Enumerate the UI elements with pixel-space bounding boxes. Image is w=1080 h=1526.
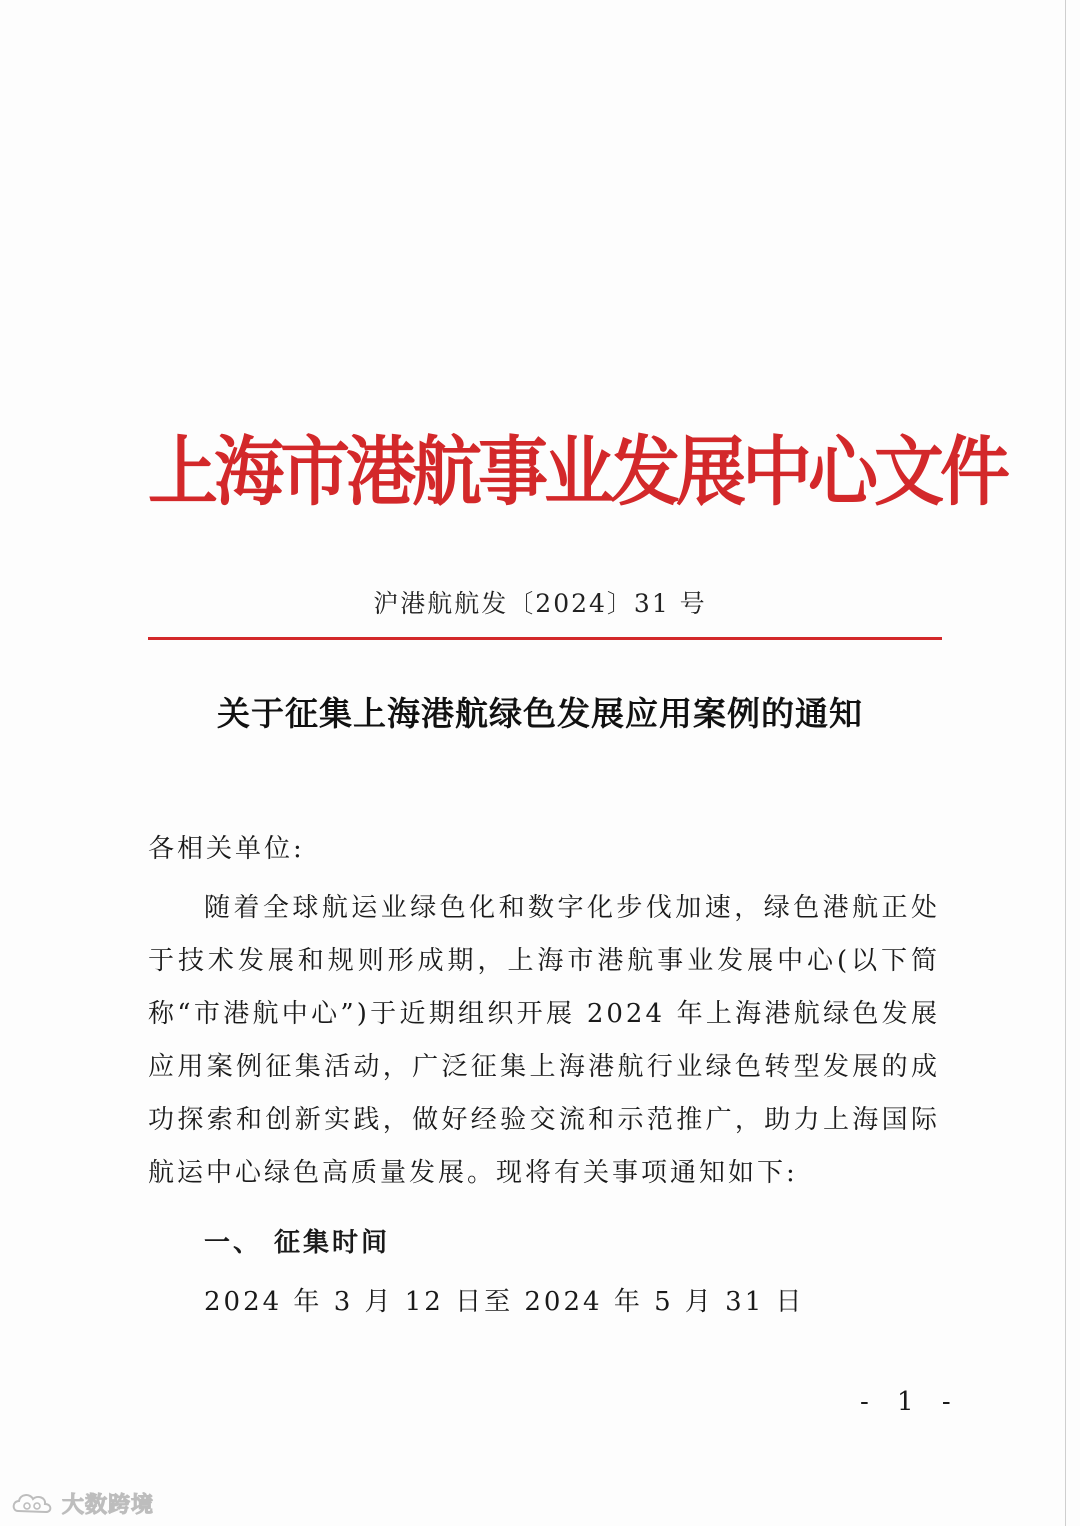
section-body-collection-time: 2024 年 3 月 12 日至 2024 年 5 月 31 日 — [204, 1287, 805, 1317]
issuer-header: 上海市港航事业发展中心文件 — [148, 426, 1006, 517]
cloud-logo-icon — [10, 1489, 56, 1519]
page-edge-divider — [1065, 0, 1066, 1526]
red-separator-line — [148, 637, 942, 640]
watermark — [10, 1488, 154, 1519]
section-heading-collection-time: 一、 征集时间 — [204, 1228, 391, 1258]
document-number: 沪港航航发〔2024〕31 号 — [373, 589, 707, 618]
page-number: - 1 - — [860, 1387, 961, 1417]
body-paragraph: 随着全球航运业绿色化和数字化步伐加速，绿色港航正处于技术发展和规则形成期，上海市港航事业发展中心(以下简称“市港航中心”)于近期组织开展 2024 年上海港航绿色发展应用案例征集活动，广泛征集上海港航行业绿色转型发展的成功探索和创新实践，做好经验交流和示范推广，助力上海国际航运中心绿色高质量发展。现将有关事项通知如下: — [148, 893, 940, 1188]
watermark-text: 大数跨境 — [62, 1493, 155, 1518]
salutation: 各相关单位: — [148, 834, 305, 864]
document-title: 关于征集上海港航绿色发展应用案例的通知 — [217, 694, 863, 733]
